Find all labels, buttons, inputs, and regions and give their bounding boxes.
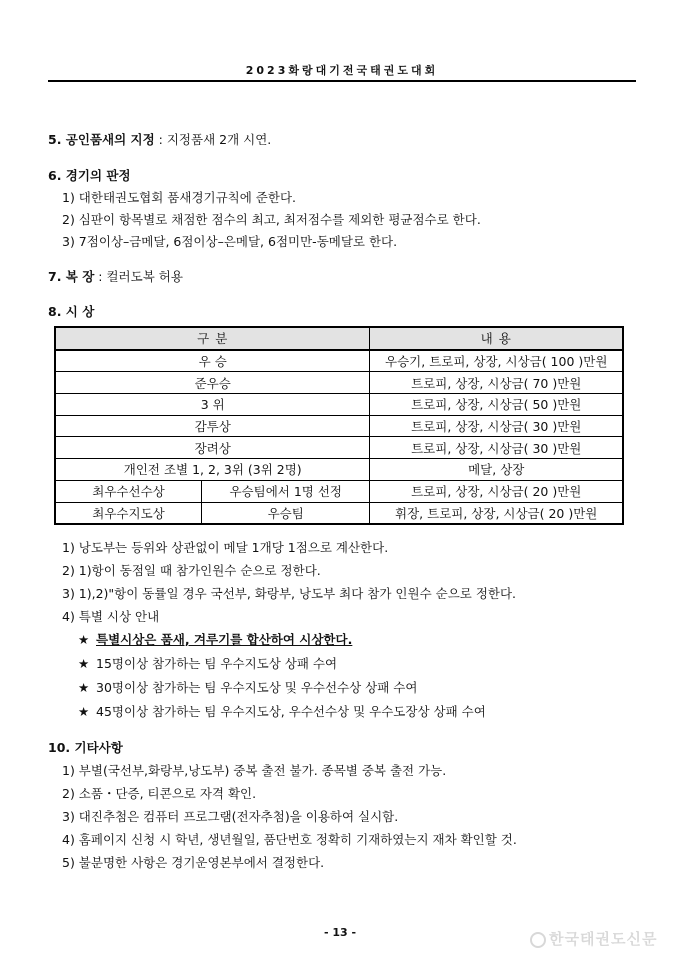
special-award-text: 45명이상 참가하는 팀 우수지도상, 우수선수상 및 우수도장상 상패 수여 xyxy=(96,704,486,719)
award-content: 휘장, 트로피, 상장, 시상금( 20 )만원 xyxy=(370,502,623,524)
award-name: 최우수지도상 xyxy=(55,502,202,524)
special-award-item xyxy=(78,704,486,720)
section-5-text: : 지정품새 2개 시연. xyxy=(154,132,272,147)
award-content: 우승기, 트로피, 상장, 시상금( 100 )만원 xyxy=(370,350,623,372)
star-icon: ★ xyxy=(78,656,90,671)
award-name: 감투상 xyxy=(55,415,370,437)
award-name: 3 위 xyxy=(55,394,370,416)
table-row xyxy=(55,459,623,481)
watermark-text: 한국태권도신문 xyxy=(549,930,658,948)
section-10-item: 1) 부별(국선부,화랑부,낭도부) 중복 출전 불가. 종목별 중복 출전 가능. xyxy=(62,763,447,778)
section-10-item: 4) 홈페이지 신청 시 학년, 생년월일, 품단번호 정확히 기재하였는지 재차 확인할 것. xyxy=(62,832,517,847)
special-award-item xyxy=(78,656,337,672)
table-row xyxy=(55,394,623,416)
award-condition: 우승팀에서 1명 선정 xyxy=(202,480,370,502)
table-row xyxy=(55,350,623,372)
watermark-logo-icon xyxy=(530,932,546,948)
section-10-item: 2) 소품・단증, 티콘으로 자격 확인. xyxy=(62,786,257,801)
section-10-item: 3) 대진추첨은 컴퓨터 프로그램(전자추첨)을 이용하여 실시함. xyxy=(62,809,399,824)
header-divider xyxy=(48,80,636,82)
award-note: 2) 1)항이 동점일 때 참가인원수 순으로 정한다. xyxy=(62,563,321,578)
award-name: 최우수선수상 xyxy=(55,480,202,502)
header-category: 구 분 xyxy=(55,327,370,350)
award-note: 4) 특별 시상 안내 xyxy=(62,609,160,624)
award-content: 트로피, 상장, 시상금( 70 )만원 xyxy=(370,372,623,394)
table-row xyxy=(55,415,623,437)
award-content: 트로피, 상장, 시상금( 20 )만원 xyxy=(370,480,623,502)
header-content: 내 용 xyxy=(370,327,623,350)
award-table xyxy=(54,326,624,525)
award-name: 준우승 xyxy=(55,372,370,394)
special-award-text: 15명이상 참가하는 팀 우수지도상 상패 수여 xyxy=(96,656,338,671)
star-icon: ★ xyxy=(78,680,90,695)
section-8-heading: 8. 시 상 xyxy=(48,304,95,319)
star-icon: ★ xyxy=(78,632,90,647)
table-row xyxy=(55,372,623,394)
section-6-heading: 6. 경기의 판정 xyxy=(48,168,131,183)
special-award-item xyxy=(78,680,417,696)
award-name: 장려상 xyxy=(55,437,370,459)
section-7-text: : 컬러도복 허용 xyxy=(94,269,183,284)
award-content: 트로피, 상장, 시상금( 30 )만원 xyxy=(370,437,623,459)
table-row xyxy=(55,437,623,459)
award-content: 메달, 상장 xyxy=(370,459,623,481)
section-10-item: 5) 불분명한 사항은 경기운영본부에서 결정한다. xyxy=(62,855,325,870)
award-table-header-row xyxy=(55,327,623,350)
award-note: 3) 1),2)"항이 동률일 경우 국선부, 화랑부, 낭도부 최다 참가 인원수 순으로 정한다. xyxy=(62,586,517,601)
section-5 xyxy=(48,132,271,148)
award-content: 트로피, 상장, 시상금( 30 )만원 xyxy=(370,415,623,437)
section-6-item: 2) 심판이 항목별로 채점한 점수의 최고, 최저점수를 제외한 평균점수로 한다. xyxy=(62,212,481,227)
table-row xyxy=(55,502,623,524)
special-award-item xyxy=(78,632,352,648)
section-7-heading: 7. 복 장 xyxy=(48,269,95,284)
award-name: 우 승 xyxy=(55,350,370,372)
section-6-item: 3) 7점이상–금메달, 6점이상–은메달, 6점미만-동메달로 한다. xyxy=(62,234,398,249)
award-name: 개인전 조별 1, 2, 3위 (3위 2명) xyxy=(55,459,370,481)
award-condition: 우승팀 xyxy=(202,502,370,524)
watermark xyxy=(530,928,657,949)
table-row xyxy=(55,480,623,502)
star-icon: ★ xyxy=(78,704,90,719)
award-note: 1) 낭도부는 등위와 상관없이 메달 1개당 1점으로 계산한다. xyxy=(62,540,389,555)
section-6-item: 1) 대한태권도협회 품새경기규칙에 준한다. xyxy=(62,190,296,205)
document-header-title: 2023화랑대기전국태권도대회 xyxy=(245,64,439,77)
award-content: 트로피, 상장, 시상금( 50 )만원 xyxy=(370,394,623,416)
special-award-text: 특별시상은 품새, 겨루기를 합산하여 시상한다. xyxy=(96,632,353,647)
section-10-heading: 10. 기타사항 xyxy=(48,740,123,755)
page-number: - 13 - xyxy=(323,926,357,939)
section-5-heading: 5. 공인품새의 지정 xyxy=(48,132,155,147)
special-award-text: 30명이상 참가하는 팀 우수지도상 및 우수선수상 상패 수여 xyxy=(96,680,418,695)
section-7 xyxy=(48,269,183,285)
